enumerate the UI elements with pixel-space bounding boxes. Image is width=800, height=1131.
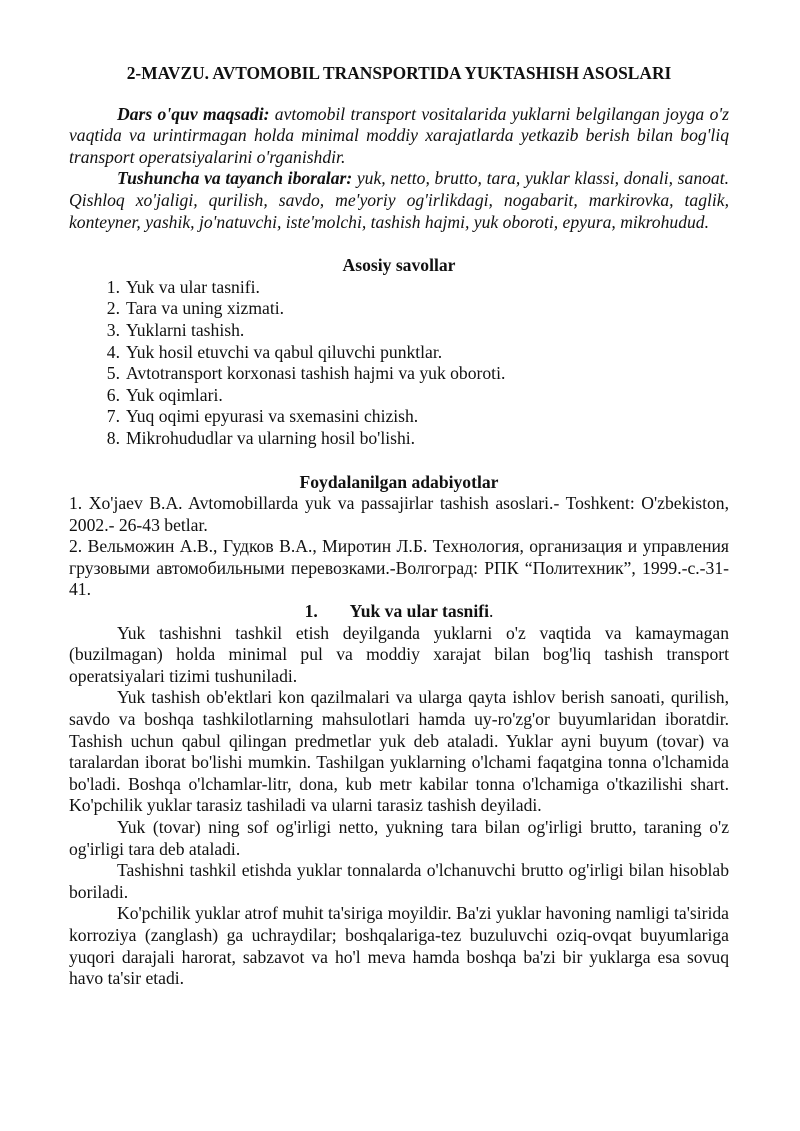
list-item: 6. Yuk oqimlari. bbox=[106, 384, 223, 405]
list-item: 8. Mikrohududlar va ularning hosil bo'lishi. bbox=[106, 427, 416, 448]
section-title: Yuk va ular tasnifi bbox=[349, 601, 489, 622]
lesson-goal-text: avtomobil transport vositalarida yuklarni belgilangan joyga o'z vaqtida va urintirmagan holda minimal moddiy xarajatlarda yetkazib berish bilan bog'liq transport operatsiyalarini o'rganishdir. bbox=[69, 103, 729, 167]
paragraph: Yuk (tovar) ning sof og'irligi netto, yukning tara bilan og'irligi brutto, taraning o'z og'irligi tara deb ataladi. bbox=[69, 817, 729, 859]
paragraph: Ko'pchilik yuklar atrof muhit ta'siriga moyildir. Ba'zi yuklar havoning namligi ta'sirida korroziya (zanglash) ga uchraydilar; boshqalariga-tez buzuluvchi oziq-ovqat buyumlariga yuqori darajali harorat, sabzavot va ho'l meva hamda boshqa ba'zi bir yuklarga esa sovuq havo ta'sir etadi. bbox=[69, 903, 729, 989]
paragraph: Yuk tashishni tashkil etish deyilganda yuklarni o'z vaqtida va kamaymagan (buzilmagan) holda minimal pul va moddiy xarajat bilan bog'liq tashish transport operatsiyalari tizimi tushuniladi. bbox=[69, 622, 729, 686]
keywords-label: Tushuncha va tayanch iboralar: bbox=[117, 168, 353, 189]
section-heading: 1. Yuk va ular tasnifi. bbox=[304, 601, 494, 622]
questions-heading: Asosiy savollar bbox=[342, 255, 456, 276]
literature-item-1: 1. Xo'jaev B.A. Avtomobillarda yuk va passajirlar tashish asoslari.- Toshkent: O'zbekiston, 2002.- 26-43 betlar. bbox=[69, 493, 729, 535]
questions-list bbox=[69, 277, 729, 450]
list-item: 3. Yuklarni tashish. bbox=[106, 319, 245, 340]
keywords bbox=[69, 168, 729, 233]
list-item: 1. Yuk va ular tasnifi. bbox=[106, 276, 260, 297]
list-item: 2. Tara va uning xizmati. bbox=[106, 298, 285, 319]
paragraph: Tashishni tashkil etishda yuklar tonnalarda o'lchanuvchi brutto og'irligi bilan hisoblab boriladi. bbox=[69, 860, 729, 902]
section-number: 1. bbox=[304, 601, 318, 622]
list-item: 7. Yuq oqimi epyurasi va sxemasini chizish. bbox=[106, 406, 419, 427]
lesson-goal-label: Dars o'quv maqsadi: bbox=[117, 103, 270, 124]
paragraph: Yuk tashish ob'ektlari kon qazilmalari va ularga qayta ishlov berish sanoati, qurilish, savdo va boshqa tashkilotlarning mahsulotlari hamda uy-ro'zg'or buyumlaridan iboratdir. Tashish uchun qabul qilingan predmetlar yuk deb ataladi. Yuklar ayni buyum (tovar) va taralardan iborat bo'lishi mumkin. Tashilgan yuklarning o'lchami faqatgina tonna o'lchamida bo'ladi. Boshqa o'lchamlar-litr, dona, kub metr kabilar tonna o'lchamiga o'tkazilishi shart. Ko'pchilik yuklar tarasiz tashiladi va ularni tarasiz tashish deyiladi. bbox=[69, 687, 729, 816]
literature-heading: Foydalanilgan adabiyotlar bbox=[299, 471, 499, 492]
document-title: 2-MAVZU. AVTOMOBIL TRANSPORTIDA YUKTASHISH ASOSLARI bbox=[126, 63, 672, 83]
lesson-goal bbox=[69, 104, 729, 169]
list-item: 4. Yuk hosil etuvchi va qabul qiluvchi punktlar. bbox=[106, 341, 443, 362]
list-item: 5. Avtotransport korxonasi tashish hajmi va yuk oboroti. bbox=[106, 363, 506, 384]
keywords-text: yuk, netto, brutto, tara, yuklar klassi, donali, sanoat. Qishloq xo'jaligi, qurilish, savdo, me'yoriy og'irlikdagi, nogabarit, markirovka, taglik, konteyner, yashik, jo'natuvchi, iste'molchi, tashish hajmi, yuk oboroti, epyura, mikrohudud. bbox=[69, 168, 729, 232]
literature-item-2: 2. Вельможин А.В., Гудков В.А., Миротин Л.Б. Технология, организация и управления грузовыми автомобильными перевозками.-Волгоград: РПК “Политехник”, 1999.-с.-31-41. bbox=[69, 536, 729, 600]
